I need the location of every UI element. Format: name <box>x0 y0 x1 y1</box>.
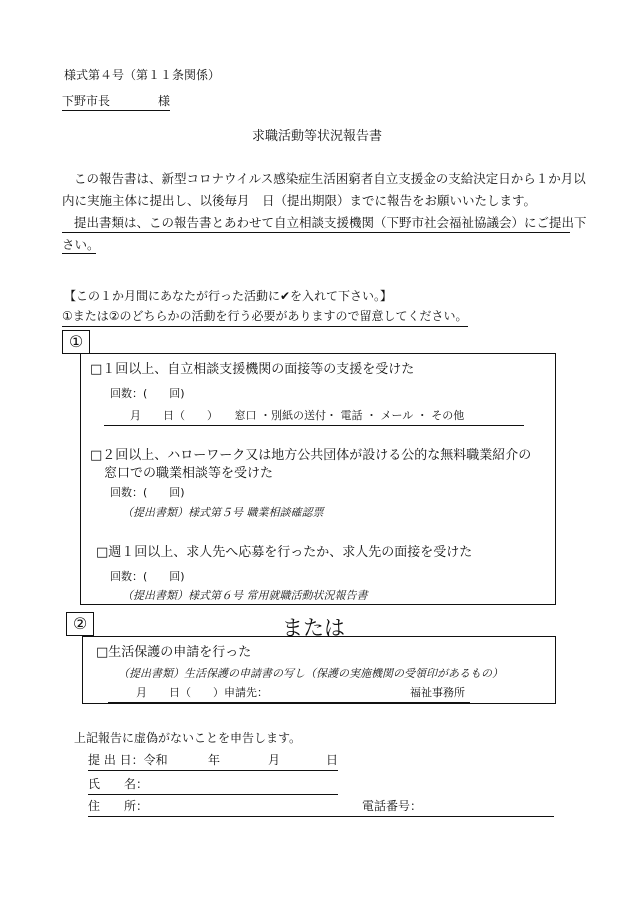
section-1-marker: ① <box>62 330 90 354</box>
section-1-item-3-count: 回数：( 回) <box>110 570 185 583</box>
address-field[interactable] <box>88 797 554 817</box>
section-1-item-2-count: 回数：( 回) <box>110 486 185 499</box>
addressee <box>62 92 170 111</box>
address-label: 住 所： <box>88 799 149 813</box>
section-1-item-2-checkbox[interactable]: □２回以上、ハローワーク又は地方公共団体が設ける公的な無料職業紹介の <box>90 448 532 463</box>
submission-day-label: 日 <box>326 753 339 767</box>
section-1-item-2-document: （提出書類）様式第５号 職業相談確認票 <box>122 506 324 519</box>
section-2-item-1-date <box>108 684 470 703</box>
section-1-item-3-checkbox[interactable]: □週１回以上、求人先へ応募を行ったか、求人先の面接を受けた <box>96 545 473 560</box>
section-1-item-1-checkbox[interactable]: □１回以上、自立相談支援機関の面接等の支援を受けた <box>90 362 415 377</box>
section-2-date-text: 月 日（ ）申請先： <box>136 686 268 699</box>
section-1-item-1-count: 回数：( 回) <box>110 387 185 400</box>
submission-month-label: 月 <box>268 753 281 767</box>
intro-line-3: 提出書類は、この報告書とあわせて自立相談支援機関（下野市社会福祉協議会）にご提出下 <box>74 215 587 230</box>
name-label: 氏 名： <box>88 777 149 791</box>
or-label: または <box>282 616 345 640</box>
name-field[interactable] <box>88 775 338 795</box>
intro-underline-2 <box>62 253 96 254</box>
addressee-title: 下野市長 <box>62 94 111 108</box>
section-1-item-2-label-2: 窓口での職業相談等を受けた <box>104 466 274 481</box>
section-2-item-1-document: （提出書類）生活保護の申請書の写し（保護の実施機関の受領印があるもの） <box>118 667 503 680</box>
section-2-office: 福祉事務所 <box>410 686 465 699</box>
addressee-honorific: 様 <box>158 94 171 108</box>
submission-date-label: 提 出 日：令和 <box>88 753 168 767</box>
instruction-line-1: 【この１か月間にあなたが行った活動に✔を入れて下さい。】 <box>64 289 393 303</box>
intro-underline-1 <box>62 232 570 233</box>
form-number: 様式第４号（第１１条関係） <box>64 68 221 82</box>
section-1-item-1-detail: 月 日（ ） 窓口 ・別紙の送付・ 電話 ・ メール ・ その他 <box>104 407 524 426</box>
section-2-item-1-checkbox[interactable]: □生活保護の申請を行った <box>96 645 252 660</box>
submission-year-label: 年 <box>208 753 221 767</box>
instruction-line-2: ①または②のどちらかの活動を行う必要がありますので留意してください。 <box>62 307 468 327</box>
section-1-item-3-document: （提出書類）様式第６号 常用就職活動状況報告書 <box>122 589 368 602</box>
intro-line-4: さい。 <box>62 237 100 252</box>
submission-date-field[interactable] <box>88 751 338 771</box>
page-title: 求職活動等状況報告書 <box>252 129 383 144</box>
phone-label: 電話番号： <box>362 799 423 813</box>
section-2-marker: ② <box>66 612 94 636</box>
intro-line-1: この報告書は、新型コロナウイルス感染症生活困窮者自立支援金の支給決定日から１か月以 <box>74 171 586 186</box>
intro-line-2: 内に実施主体に提出し、以後毎月 日（提出期限）までに報告をお願いいたします。 <box>62 193 537 208</box>
declaration-statement: 上記報告に虚偽がないことを申告します。 <box>74 731 302 745</box>
